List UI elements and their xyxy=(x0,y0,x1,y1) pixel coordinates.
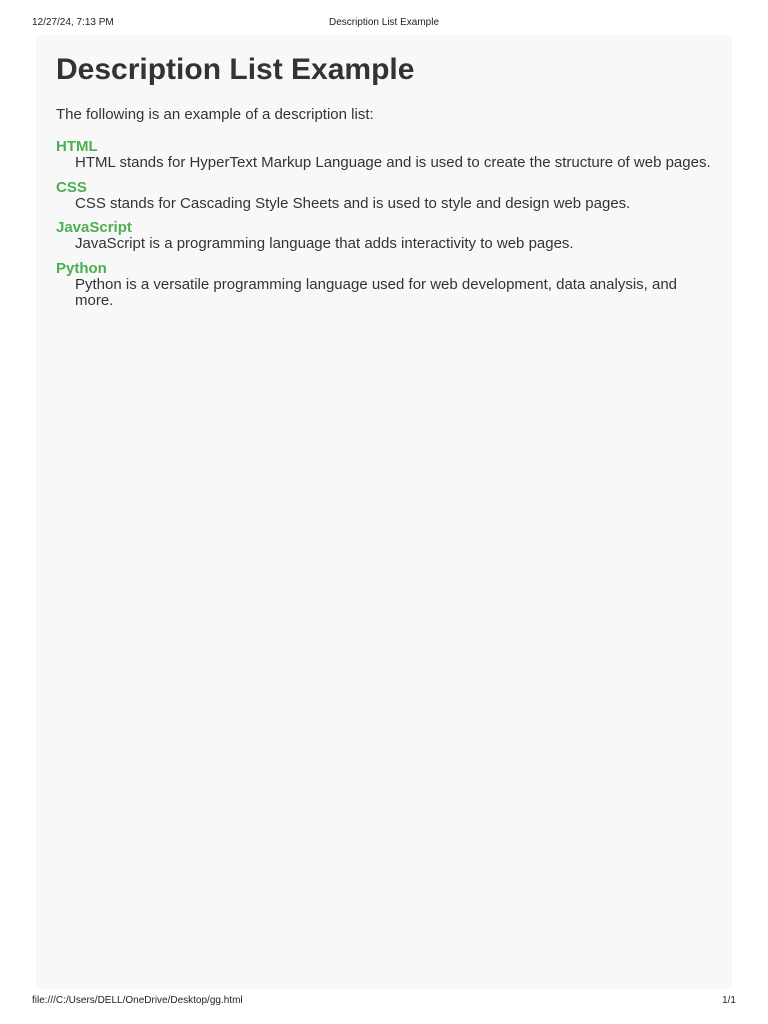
description-css: CSS stands for Cascading Style Sheets and is used to style and design web pages. xyxy=(75,194,631,212)
description-python: Python is a versatile programming language used for web development, data analysis, and more. xyxy=(75,275,678,309)
print-header xyxy=(0,17,768,31)
print-date: 12/27/24, 7:13 PM xyxy=(32,17,114,28)
term-css: CSS xyxy=(56,178,87,196)
content xyxy=(56,51,716,317)
page-title: Description List Example xyxy=(56,53,415,86)
page-body xyxy=(36,35,732,989)
term-python: Python xyxy=(56,259,107,277)
term-html: HTML xyxy=(56,138,98,155)
print-doc-title: Description List Example xyxy=(328,17,440,28)
term-javascript: JavaScript xyxy=(56,219,132,236)
description-list xyxy=(56,138,716,310)
print-footer xyxy=(0,995,768,1009)
intro-text: The following is an example of a description list: xyxy=(56,106,374,123)
print-url: file:///C:/Users/DELL/OneDrive/Desktop/gg.html xyxy=(32,995,243,1006)
description-javascript: JavaScript is a programming language that adds interactivity to web pages. xyxy=(75,235,574,252)
print-page-number: 1/1 xyxy=(722,995,736,1006)
description-html: HTML stands for HyperText Markup Language and is used to create the structure of web pages. xyxy=(75,154,711,171)
